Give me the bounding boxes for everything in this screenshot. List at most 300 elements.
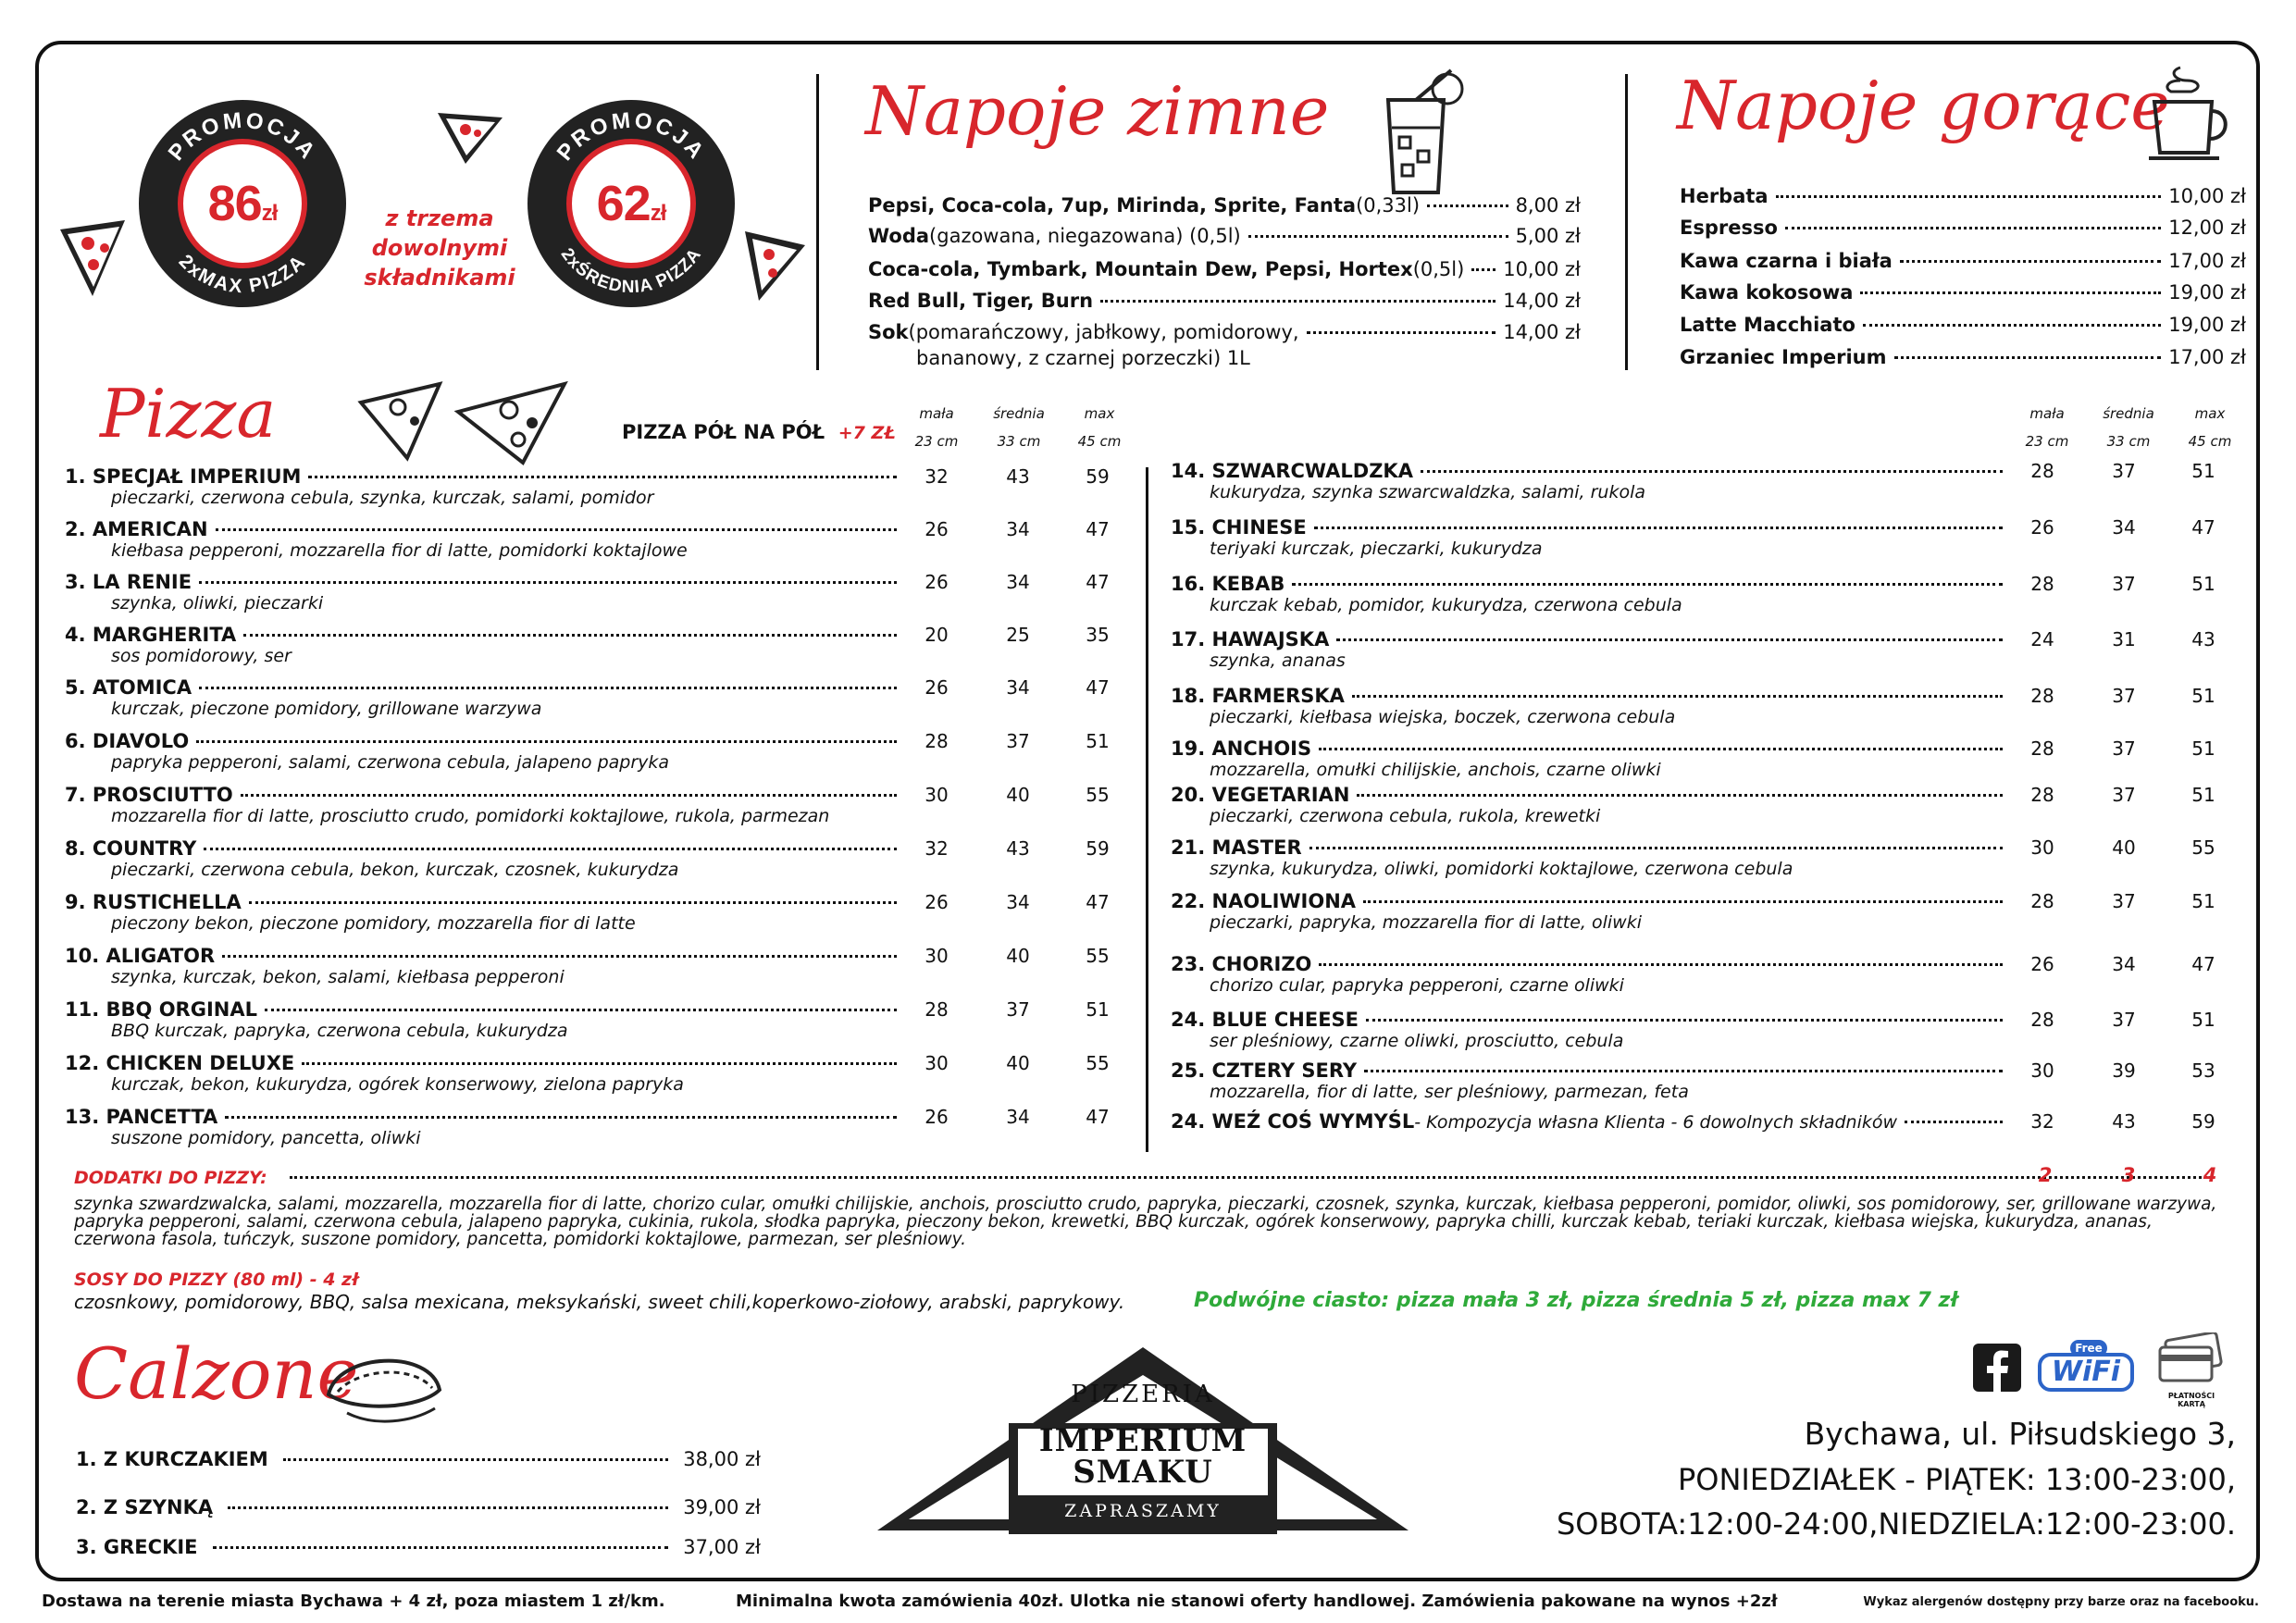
pizza-price: 37 xyxy=(2112,685,2136,707)
dot-leader xyxy=(199,581,897,584)
badge2-unit: zł xyxy=(650,201,666,226)
pizza-price: 59 xyxy=(1086,837,1110,860)
drink-price: 19,00 zł xyxy=(2168,314,2246,336)
pizza-price: 59 xyxy=(1086,465,1110,488)
pizza-ingredients: kiełbasa pepperoni, mozzarella fior di latte, pomidorki koktajlowe xyxy=(111,540,688,561)
pizza-row xyxy=(65,891,1138,937)
dot-leader xyxy=(1248,235,1508,238)
pizza-ingredients: szynka, oliwki, pieczarki xyxy=(111,593,324,613)
pizza-row xyxy=(65,571,1138,617)
pizza-name: 23. CHORIZO xyxy=(1171,953,1312,975)
dot-leader xyxy=(1905,1121,2003,1123)
dot-leader xyxy=(1421,470,2003,473)
size-header: średnia 33 cm xyxy=(993,405,1045,450)
badge2-bottom: 2xŚREDNIA PIZZA xyxy=(556,244,706,298)
pizza-name-line xyxy=(65,571,902,593)
pizza-ingredients: suszone pomidory, pancetta, oliwki xyxy=(111,1128,421,1148)
pizza-name-line xyxy=(65,1052,902,1074)
pizza-name-line xyxy=(65,518,902,540)
dot-leader xyxy=(1860,291,2161,294)
pizza-slices-drawing-icon xyxy=(352,365,574,467)
dot-leader xyxy=(1319,963,2003,966)
pizza-name: 9. RUSTICHELLA xyxy=(65,891,242,913)
hot-drink-row xyxy=(1680,250,2246,272)
pizza-ingredients: mozzarella, fior di latte, ser pleśniowy, parmezan, feta xyxy=(1210,1082,1689,1102)
hot-drink-row xyxy=(1680,346,2246,368)
dot-leader xyxy=(1863,324,2161,327)
dot-leader xyxy=(196,740,897,743)
pizza-ingredients: kurczak, pieczone pomidory, grillowane warzywa xyxy=(111,699,542,719)
drink-name: Sok xyxy=(868,321,909,343)
pizza-price: 40 xyxy=(2112,836,2136,859)
badge1-top: PROMOCJA xyxy=(163,107,322,166)
pizza-price: 25 xyxy=(1006,624,1030,646)
drink-name: Pepsi, Coca-cola, 7up, Mirinda, Sprite, Fanta xyxy=(868,194,1357,217)
dot-leader xyxy=(213,1546,669,1549)
drink-price: 10,00 zł xyxy=(2168,185,2246,207)
address: Bychawa, ul. Piłsudskiego 3, xyxy=(1804,1416,2236,1452)
cold-drink-row xyxy=(868,258,1581,280)
pizza-price: 30 xyxy=(925,1052,949,1074)
pizza-name-line xyxy=(1171,953,2008,975)
pizza-price: 28 xyxy=(2030,1009,2054,1031)
pizza-price: 37 xyxy=(1006,998,1030,1021)
divider-top-2 xyxy=(1625,74,1628,370)
pizza-row xyxy=(65,1052,1138,1098)
calzone-row xyxy=(76,1536,761,1558)
cold-drink-row xyxy=(868,290,1581,312)
pizza-price: 43 xyxy=(1006,837,1030,860)
pizza-price: 32 xyxy=(2030,1110,2054,1133)
pizza-price: 51 xyxy=(2191,890,2215,912)
dot-leader xyxy=(1357,794,2003,797)
pizza-price: 26 xyxy=(2030,953,2054,975)
pizza-ingredients: kurczak, bekon, kukurydza, ogórek konserwowy, zielona papryka xyxy=(111,1074,684,1095)
wifi-free-label: Free xyxy=(2070,1340,2107,1357)
pizza-price: 51 xyxy=(2191,784,2215,806)
pizza-name-line xyxy=(65,1106,902,1128)
pizza-name-line xyxy=(65,465,902,488)
drink-name: Kawa kokosowa xyxy=(1680,281,1854,304)
pizza-price: 47 xyxy=(1086,518,1110,540)
pizza-price: 37 xyxy=(2112,890,2136,912)
pizza-price: 34 xyxy=(2112,953,2136,975)
extras-list: szynka szwardzwalcka, salami, mozzarella, mozzarella fior di latte, chorizo cular, omułki chilijskie, anchois, prosciutto crudo, papryka, pieczarki, czosnek, szynka, kurczak, kiełbasa pepperoni, pomidor, oliwki, sos pomidorowy, ser, grillowane warzywa, papryka pepperoni, salami, czerwona cebula, jalapeno papryka, cukinia, rukola, słodka papryka, pieczony bekon, krewetki, BBQ kurczak, ogórek konserwowy, papryka chilli, kurczak kebab, teriaki kurczak, kiełbasa wiejska, kukurydza, ananas, czerwona fasola, tuńczyk, suszone pomidory, pancetta, pomidorki koktajlowe, parmezan, ser pleśniowy. xyxy=(74,1195,2217,1249)
drink-price: 14,00 zł xyxy=(1503,321,1581,343)
pizza-price: 26 xyxy=(925,571,949,593)
calzone-price: 38,00 zł xyxy=(683,1448,761,1470)
pizza-price: 51 xyxy=(2191,737,2215,760)
dot-leader xyxy=(1785,227,2161,229)
pizza-row xyxy=(1171,737,2244,784)
dot-leader xyxy=(216,528,897,531)
pizza-price: 43 xyxy=(2112,1110,2136,1133)
pizza-name: 21. MASTER xyxy=(1171,836,1302,859)
pizza-price: 20 xyxy=(925,624,949,646)
pizza-price: 26 xyxy=(925,891,949,913)
pizza-price: 47 xyxy=(1086,676,1110,699)
pizza-ingredients: szynka, kurczak, bekon, salami, kiełbasa pepperoni xyxy=(111,967,565,987)
pizza-row xyxy=(65,465,1138,512)
coffee-cup-icon xyxy=(2145,60,2238,167)
badge1-price: 86 xyxy=(207,176,262,231)
pizza-row xyxy=(1171,1009,2244,1055)
pizza-name: 5. ATOMICA xyxy=(65,676,192,699)
pizza-price: 30 xyxy=(925,945,949,967)
pizza-ingredients: mozzarella fior di latte, prosciutto crudo, pomidorki koktajlowe, rukola, parmezan xyxy=(111,806,830,826)
pizza-row xyxy=(65,1106,1138,1152)
drink-price: 19,00 zł xyxy=(2168,281,2246,304)
calzone-price: 37,00 zł xyxy=(683,1536,761,1558)
pizza-row xyxy=(1171,836,2244,883)
dot-leader xyxy=(1427,204,1508,207)
pizza-price: 55 xyxy=(1086,784,1110,806)
dot-leader xyxy=(1471,268,1496,271)
pizza-price: 51 xyxy=(2191,1009,2215,1031)
pizza-name: 19. ANCHOIS xyxy=(1171,737,1312,760)
pizza-price: 28 xyxy=(2030,737,2054,760)
drink-price: 17,00 zł xyxy=(2168,346,2246,368)
pizza-name: 15. CHINESE xyxy=(1171,516,1307,539)
pizza-price: 55 xyxy=(2191,836,2215,859)
pizza-price: 47 xyxy=(1086,1106,1110,1128)
drink-detail: (0,5l) xyxy=(1412,258,1465,280)
divider-top-1 xyxy=(816,74,819,370)
calzone-row xyxy=(76,1496,761,1518)
pizza-name-line xyxy=(1171,1059,2008,1082)
drink-name: Red Bull, Tiger, Burn xyxy=(868,290,1094,312)
pizza-price: 37 xyxy=(2112,573,2136,595)
pizza-name-line xyxy=(1171,573,2008,595)
drink-price: 5,00 zł xyxy=(1515,225,1581,247)
extras-price-small: 2 xyxy=(2038,1164,2053,1186)
divider-pizza xyxy=(1146,467,1148,1152)
pizza-price: 32 xyxy=(925,837,949,860)
pizza-price: 28 xyxy=(925,998,949,1021)
half-half-label xyxy=(622,421,896,443)
pizza-row xyxy=(1171,1059,2244,1106)
pizza-name-line xyxy=(65,837,902,860)
pizza-name: 4. MARGHERITA xyxy=(65,624,237,646)
pizza-price: 37 xyxy=(2112,460,2136,482)
drink-name: Grzaniec Imperium xyxy=(1680,346,1887,368)
drink-price: 8,00 zł xyxy=(1515,194,1581,217)
pizza-row xyxy=(65,998,1138,1045)
pizza-price: 34 xyxy=(1006,518,1030,540)
logo-bottom-text: ZAPRASZAMY xyxy=(1064,1501,1222,1521)
pizza-name-line xyxy=(1171,836,2008,859)
hot-drink-row xyxy=(1680,217,2246,239)
logo-line2: SMAKU xyxy=(1073,1454,1213,1491)
cold-drink-row xyxy=(868,321,1581,343)
pizza-price: 47 xyxy=(1086,891,1110,913)
dot-leader xyxy=(1319,748,2003,750)
dot-leader xyxy=(1900,260,2161,263)
pizza-price: 26 xyxy=(925,1106,949,1128)
pizza-slice-icon xyxy=(736,222,810,305)
dot-leader xyxy=(1336,638,2003,641)
dot-leader xyxy=(283,1458,668,1461)
pizza-price: 51 xyxy=(1086,998,1110,1021)
pizza-row xyxy=(65,945,1138,991)
pizza-price: 34 xyxy=(2112,516,2136,539)
pizza-ingredients: pieczarki, czerwona cebula, szynka, kurczak, salami, pomidor xyxy=(111,488,654,508)
pizza-price: 40 xyxy=(1006,1052,1030,1074)
pizza-price: 37 xyxy=(2112,784,2136,806)
pizza-name-line xyxy=(1171,516,2008,539)
pizza-price: 43 xyxy=(1006,465,1030,488)
hot-drink-row xyxy=(1680,185,2246,207)
pizza-row xyxy=(65,837,1138,884)
dot-leader xyxy=(199,687,897,689)
dot-leader xyxy=(222,955,897,958)
pizza-price: 35 xyxy=(1086,624,1110,646)
promo-middle-line3: składnikami xyxy=(364,265,515,291)
hours-weekdays: PONIEDZIAŁEK - PIĄTEK: 13:00-23:00, xyxy=(1677,1462,2236,1497)
pizza-row xyxy=(1171,628,2244,675)
pizza-price: 31 xyxy=(2112,628,2136,650)
pizza-name: 2. AMERICAN xyxy=(65,518,208,540)
pizza-price: 30 xyxy=(2030,1059,2054,1082)
dot-leader xyxy=(225,1116,897,1119)
pizza-price: 34 xyxy=(1006,1106,1030,1128)
badge2-price: 62 xyxy=(596,176,651,231)
pizza-price: 34 xyxy=(1006,891,1030,913)
pizza-price: 40 xyxy=(1006,784,1030,806)
dot-leader xyxy=(1292,583,2003,586)
dot-leader xyxy=(1366,1019,2003,1022)
pizza-ingredients: pieczarki, kiełbasa wiejska, boczek, czerwona cebula xyxy=(1210,707,1676,727)
drink-price: 14,00 zł xyxy=(1503,290,1581,312)
footer-delivery: Dostawa na terenie miasta Bychawa + 4 zł, poza miastem 1 zł/km. xyxy=(42,1592,665,1611)
pizza-price: 55 xyxy=(1086,1052,1110,1074)
pizza-price: 55 xyxy=(1086,945,1110,967)
pizza-row xyxy=(1171,953,2244,999)
pizza-ingredients: kurczak kebab, pomidor, kukurydza, czerwona cebula xyxy=(1210,595,1682,615)
pizza-ingredients: chorizo cular, papryka pepperoni, czarne oliwki xyxy=(1210,975,1624,996)
size-header: max 45 cm xyxy=(1077,405,1122,450)
calzone-name: 1. Z KURCZAKIEM xyxy=(76,1448,268,1470)
hours-weekend: SOBOTA:12:00-24:00,NIEDZIELA:12:00-23:00. xyxy=(1556,1506,2236,1542)
promo-badge-medium xyxy=(527,100,735,307)
drink-price: 12,00 zł xyxy=(2168,217,2246,239)
pizza-price: 47 xyxy=(2191,516,2215,539)
dot-leader xyxy=(1314,527,2003,529)
sok-line2: bananowy, z czarnej porzeczki) 1L xyxy=(916,347,1250,369)
pizza-row xyxy=(65,676,1138,723)
extras-header-row xyxy=(74,1168,2230,1188)
pizza-name: 22. NAOLIWIONA xyxy=(1171,890,1357,912)
pizza-name-line xyxy=(1171,460,2008,482)
dot-leader xyxy=(241,794,897,797)
pizza-name: 13. PANCETTA xyxy=(65,1106,218,1128)
calzone-title: Calzone xyxy=(74,1332,359,1415)
pizza-name-line xyxy=(1171,890,2008,912)
dot-leader xyxy=(265,1009,897,1011)
pizza-name-line xyxy=(65,624,902,646)
size-header: mała 23 cm xyxy=(2025,405,2069,450)
pizza-name: 20. VEGETARIAN xyxy=(1171,784,1350,806)
calzone-drawing-icon xyxy=(319,1344,449,1431)
facebook-icon[interactable] xyxy=(1973,1344,2021,1392)
promo-middle-line2: dowolnymi xyxy=(371,235,508,261)
pizza-price: 51 xyxy=(2191,573,2215,595)
pizza-ingredients: BBQ kurczak, papryka, czerwona cebula, kukurydza xyxy=(111,1021,568,1041)
drink-name: Herbata xyxy=(1680,185,1769,207)
calzone-price: 39,00 zł xyxy=(683,1496,761,1518)
pizza-row xyxy=(65,624,1138,670)
pizza-row xyxy=(1171,573,2244,619)
pizza-row xyxy=(1171,1110,2244,1157)
dot-leader xyxy=(204,848,897,850)
dot-leader xyxy=(1364,1070,2003,1072)
pizza-price: 24 xyxy=(2030,628,2054,650)
badge2-top: PROMOCJA xyxy=(552,107,711,166)
calzone-row xyxy=(76,1448,761,1470)
dot-leader xyxy=(1776,195,2162,198)
pizza-price: 51 xyxy=(2191,460,2215,482)
drink-name: Espresso xyxy=(1680,217,1778,239)
dot-leader xyxy=(1307,331,1496,334)
pizza-price: 34 xyxy=(1006,571,1030,593)
pizza-ingredients: teriyaki kurczak, pieczarki, kukurydza xyxy=(1210,539,1543,559)
dot-leader xyxy=(1352,695,2003,698)
cold-drink-row xyxy=(868,194,1581,217)
pizza-ingredients: pieczony bekon, pieczone pomidory, mozzarella fior di latte xyxy=(111,913,636,934)
pizza-price: 28 xyxy=(925,730,949,752)
dot-leader xyxy=(1100,300,1496,303)
pizza-slice-icon xyxy=(51,211,134,304)
pizza-name-line xyxy=(65,998,902,1021)
drink-price: 10,00 zł xyxy=(1503,258,1581,280)
pizza-price: 28 xyxy=(2030,784,2054,806)
card-payment-icon xyxy=(2154,1332,2228,1406)
wifi-icon xyxy=(2038,1340,2140,1395)
pizza-price: 59 xyxy=(2191,1110,2215,1133)
pizza-name-line xyxy=(65,676,902,699)
pizza-name: 24. WEŹ COŚ WYMYŚL xyxy=(1171,1110,1415,1133)
card-payment-label: PŁATNOŚCI KARTĄ xyxy=(2167,1392,2215,1408)
pizza-ingredients: szynka, ananas xyxy=(1210,650,1346,671)
pizza-price: 37 xyxy=(2112,1009,2136,1031)
pizza-price: 28 xyxy=(2030,890,2054,912)
pizza-name: 12. CHICKEN DELUXE xyxy=(65,1052,295,1074)
pizza-price: 40 xyxy=(1006,945,1030,967)
dot-leader xyxy=(1363,900,2003,903)
pizza-name-line xyxy=(1171,737,2008,760)
pizza-name-line xyxy=(1171,685,2008,707)
pizza-ingredients: papryka pepperoni, salami, czerwona cebula, jalapeno papryka xyxy=(111,752,670,773)
pizza-name: 1. SPECJAŁ IMPERIUM xyxy=(65,465,302,488)
pizza-price: 53 xyxy=(2191,1059,2215,1082)
pizza-price: 51 xyxy=(2191,685,2215,707)
dot-leader xyxy=(228,1506,668,1509)
pizza-price: 47 xyxy=(2191,953,2215,975)
footer-allergens: Wykaz alergenów dostępny przy barze oraz na facebooku. xyxy=(1863,1595,2259,1609)
pizza-ingredients: sos pomidorowy, ser xyxy=(111,646,292,666)
pizza-price: 26 xyxy=(925,518,949,540)
pizza-name: 10. ALIGATOR xyxy=(65,945,216,967)
badge2-center xyxy=(566,139,696,268)
dot-leader xyxy=(1309,847,2003,849)
pizza-row xyxy=(1171,460,2244,506)
cold-drinks-title: Napoje zimne xyxy=(865,72,1330,150)
extras-price-medium: 3 xyxy=(2121,1164,2136,1186)
pizza-name: 14. SZWARCWALDZKA xyxy=(1171,460,1413,482)
footer-min-order: Minimalna kwota zamówienia 40zł. Ulotka nie stanowi oferty handlowej. Zamówienia pakowane na wynos +2zł xyxy=(736,1592,1778,1611)
pizza-row xyxy=(1171,890,2244,936)
pizza-name-line xyxy=(1171,1110,2008,1133)
wifi-main-label: WiFi xyxy=(2038,1353,2134,1392)
drink-name: Latte Macchiato xyxy=(1680,314,1855,336)
logo-line1: IMPERIUM xyxy=(1038,1422,1247,1459)
pizza-price: 32 xyxy=(925,465,949,488)
pizza-title: Pizza xyxy=(100,375,277,452)
pizza-name-line xyxy=(65,945,902,967)
drink-detail: (gazowana, niegazowana) (0,5l) xyxy=(929,225,1241,247)
pizza-row xyxy=(65,784,1138,830)
pizza-ingredients: mozzarella, omułki chilijskie, anchois, czarne oliwki xyxy=(1210,760,1661,780)
size-header: mała 23 cm xyxy=(914,405,959,450)
pizza-price: 28 xyxy=(2030,573,2054,595)
dot-leader xyxy=(243,634,897,637)
dot-leader xyxy=(308,476,897,478)
pizza-extra: - Kompozycja własna Klienta - 6 dowolnych składników xyxy=(1414,1112,1898,1133)
drink-detail: (0,33l) xyxy=(1356,194,1421,217)
calzone-name: 2. Z SZYNKĄ xyxy=(76,1496,214,1518)
pizza-name-line xyxy=(1171,784,2008,806)
promo-middle-text xyxy=(356,204,523,292)
pizza-price: 30 xyxy=(925,784,949,806)
pizza-name-line xyxy=(65,730,902,752)
double-dough-text: Podwójne ciasto: pizza mała 3 zł, pizza średnia 5 zł, pizza max 7 zł xyxy=(1194,1289,1958,1312)
pizza-name: 8. COUNTRY xyxy=(65,837,197,860)
hot-drinks-title: Napoje gorące xyxy=(1677,67,2170,144)
pizza-row xyxy=(65,518,1138,564)
pizza-price: 28 xyxy=(2030,685,2054,707)
pizza-ingredients: pieczarki, czerwona cebula, rukola, krewetki xyxy=(1210,806,1601,826)
pizza-row xyxy=(1171,685,2244,731)
drink-price: 17,00 zł xyxy=(2168,250,2246,272)
pizza-name-line xyxy=(1171,1009,2008,1031)
pizza-ingredients: szynka, kukurydza, oliwki, pomidorki koktajlowe, czerwona cebula xyxy=(1210,859,1793,879)
pizza-price: 39 xyxy=(2112,1059,2136,1082)
pizza-name: 18. FARMERSKA xyxy=(1171,685,1345,707)
half-half-text: PIZZA PÓŁ NA PÓŁ xyxy=(622,421,825,443)
half-half-price: +7 ZŁ xyxy=(838,423,896,443)
badge1-center xyxy=(178,139,307,268)
pizza-price: 26 xyxy=(925,676,949,699)
pizza-name-line xyxy=(65,891,902,913)
pizza-price: 34 xyxy=(1006,676,1030,699)
badge1-bottom: 2xMAX PIZZA xyxy=(174,250,311,298)
dot-leader xyxy=(290,1176,2212,1179)
pizza-price: 26 xyxy=(2030,516,2054,539)
pizza-ingredients: pieczarki, papryka, mozzarella fior di latte, oliwki xyxy=(1210,912,1642,933)
pizza-price: 28 xyxy=(2030,460,2054,482)
badge1-unit: zł xyxy=(261,201,278,226)
drink-detail: (pomarańczowy, jabłkowy, pomidorowy, xyxy=(908,321,1299,343)
pizza-name: 11. BBQ ORGINAL xyxy=(65,998,257,1021)
extras-price-max: 4 xyxy=(2203,1164,2217,1186)
logo-top-text: PIZZERIA xyxy=(1071,1381,1215,1408)
size-header: max 45 cm xyxy=(2188,405,2232,450)
sauces-label: SOSY DO PIZZY (80 ml) - 4 zł xyxy=(74,1270,359,1290)
pizza-price: 43 xyxy=(2191,628,2215,650)
pizza-name: 7. PROSCIUTTO xyxy=(65,784,233,806)
pizza-price: 37 xyxy=(2112,737,2136,760)
pizza-name: 25. CZTERY SERY xyxy=(1171,1059,1358,1082)
